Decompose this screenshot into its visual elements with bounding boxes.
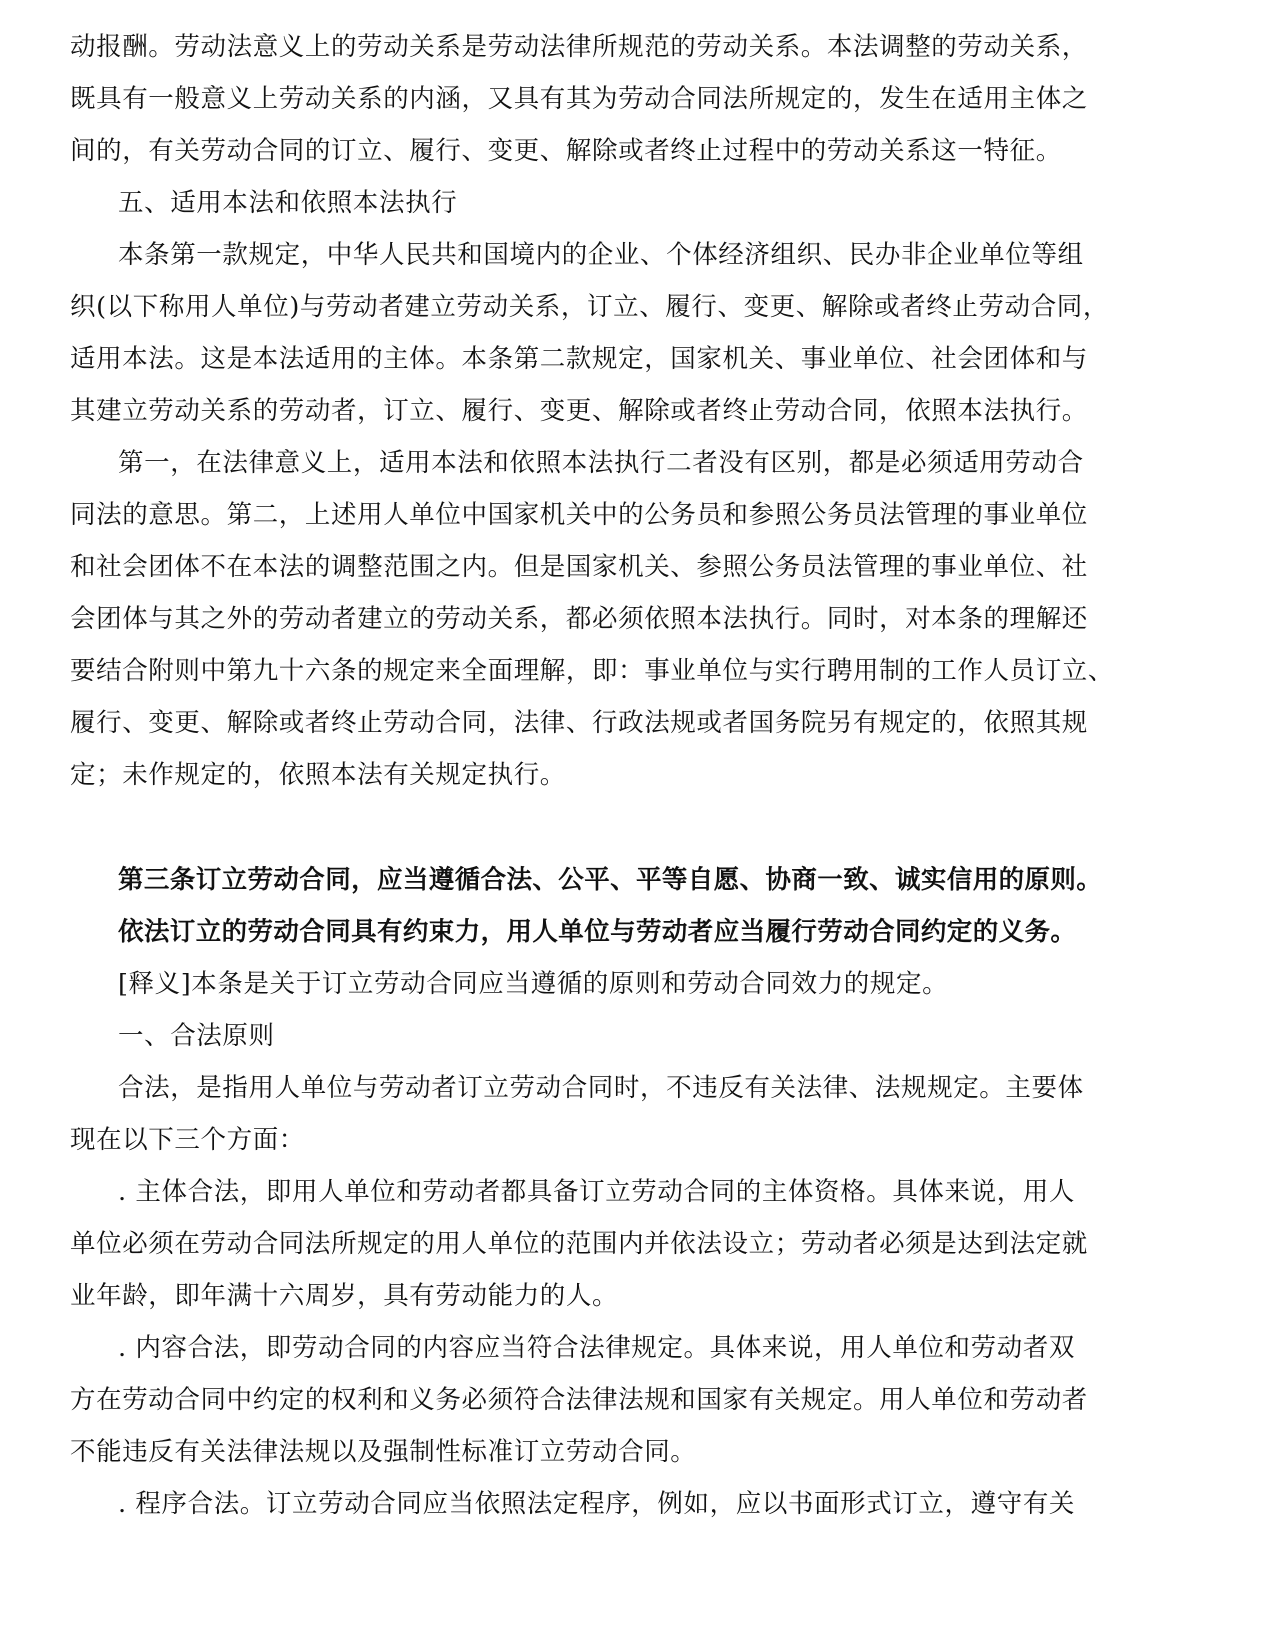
text-line: 其建立劳动关系的劳动者，订立、履行、变更、解除或者终止劳动合同，依照本法执行。 [70,396,1088,426]
text-line: 要结合附则中第九十六条的规定来全面理解，即：事业单位与实行聘用制的工作人员订立、 [70,656,1115,686]
text-line: 会团体与其之外的劳动者建立的劳动关系，都必须依照本法执行。同时，对本条的理解还 [70,604,1088,634]
text-line: 同法的意思。第二，上述用人单位中国家机关中的公务员和参照公务员法管理的事业单位 [70,500,1088,530]
text-line: [释义]本条是关于订立劳动合同应当遵循的原则和劳动合同效力的规定。 [118,969,949,999]
article-heading: 第三条订立劳动合同，应当遵循合法、公平、平等自愿、协商一致、诚实信用的原则。 [118,865,1103,895]
text-line: 织(以下称用人单位)与劳动者建立劳动关系，订立、履行、变更、解除或者终止劳动合同， [70,292,1109,322]
text-line: 第一，在法律意义上，适用本法和依照本法执行二者没有区别，都是必须适用劳动合 [118,448,1084,478]
section-heading: 一、合法原则 [118,1021,275,1051]
text-line: 业年龄，即年满十六周岁，具有劳动能力的人。 [70,1281,619,1311]
text-line: 间的，有关劳动合同的订立、履行、变更、解除或者终止过程中的劳动关系这一特征。 [70,136,1062,166]
text-line: 既具有一般意义上劳动关系的内涵，又具有其为劳动合同法所规定的，发生在适用主体之 [70,84,1088,114]
text-line: 现在以下三个方面： [70,1125,305,1155]
text-line: 本条第一款规定，中华人民共和国境内的企业、个体经济组织、民办非企业单位等组 [118,240,1084,270]
text-line: 适用本法。这是本法适用的主体。本条第二款规定，国家机关、事业单位、社会团体和与 [70,344,1088,374]
text-line: 动报酬。劳动法意义上的劳动关系是劳动法律所规范的劳动关系。本法调整的劳动关系， [70,32,1088,62]
text-line: . 内容合法，即劳动合同的内容应当符合法律规定。具体来说，用人单位和劳动者双 [118,1333,1076,1363]
text-line: 方在劳动合同中约定的权利和义务必须符合法律法规和国家有关规定。用人单位和劳动者 [70,1385,1088,1415]
text-line: 定；未作规定的，依照本法有关规定执行。 [70,760,566,790]
text-line: 不能违反有关法律法规以及强制性标准订立劳动合同。 [70,1437,697,1467]
text-line: 合法，是指用人单位与劳动者订立劳动合同时，不违反有关法律、法规规定。主要体 [118,1073,1084,1103]
text-line: 和社会团体不在本法的调整范围之内。但是国家机关、参照公务员法管理的事业单位、社 [70,552,1088,582]
text-line: 单位必须在劳动合同法所规定的用人单位的范围内并依法设立；劳动者必须是达到法定就 [70,1229,1088,1259]
article-heading: 依法订立的劳动合同具有约束力，用人单位与劳动者应当履行劳动合同约定的义务。 [118,917,1077,947]
text-line: . 程序合法。订立劳动合同应当依照法定程序，例如，应以书面形式订立，遵守有关 [118,1489,1076,1519]
text-line: 履行、变更、解除或者终止劳动合同，法律、行政法规或者国务院另有规定的，依照其规 [70,708,1088,738]
section-heading: 五、适用本法和依照本法执行 [118,188,458,218]
text-line: . 主体合法，即用人单位和劳动者都具备订立劳动合同的主体资格。具体来说，用人 [118,1177,1076,1207]
